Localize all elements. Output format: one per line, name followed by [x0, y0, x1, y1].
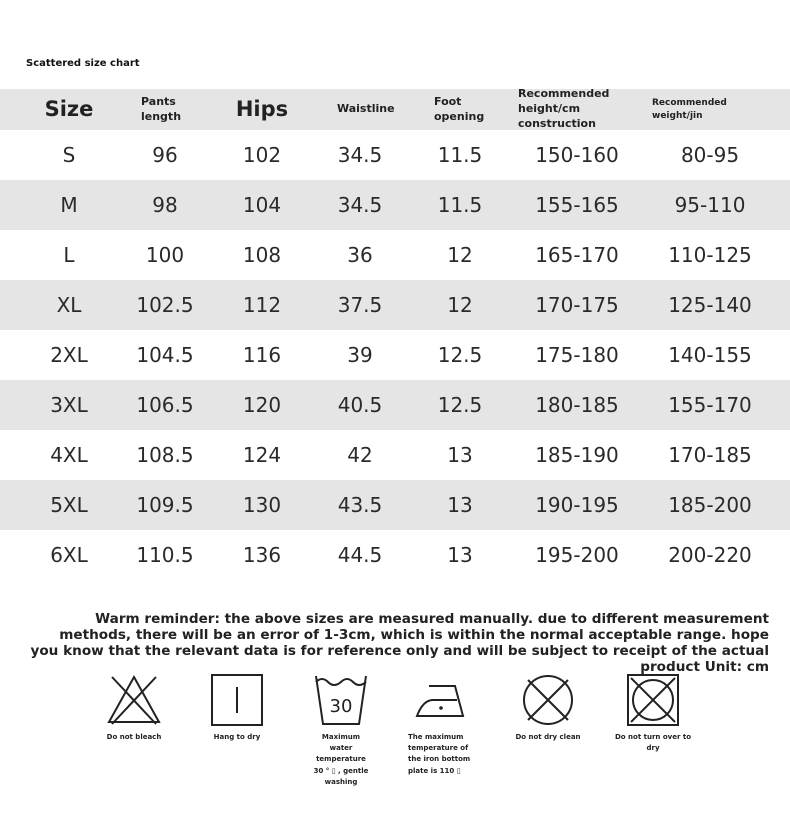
size-cell: M [60, 193, 78, 217]
value-cell: 95-110 [674, 193, 746, 217]
care-label: The maximum temperature of the iron bottom plate is 110 ▯ [408, 733, 471, 775]
value-cell: 130 [242, 493, 282, 517]
care-no-bleach [89, 672, 179, 743]
value-cell: 34.5 [337, 193, 383, 217]
value-cell: 116 [242, 343, 282, 367]
iron-low-icon [411, 672, 475, 728]
svg-text:30: 30 [329, 696, 353, 717]
size-cell: 3XL [50, 393, 88, 417]
value-cell: 98 [152, 193, 178, 217]
value-cell: 110.5 [136, 543, 194, 567]
care-wash-30 [296, 672, 386, 788]
value-cell: 185-190 [535, 443, 619, 467]
size-table [0, 89, 790, 580]
value-cell: 11.5 [437, 143, 483, 167]
value-cell: 104.5 [136, 343, 194, 367]
care-label: Do not turn over to dry [615, 733, 691, 753]
value-cell: 155-170 [668, 393, 752, 417]
hang-dry-icon [209, 672, 265, 728]
value-cell: 39 [347, 343, 373, 367]
value-cell: 40.5 [337, 393, 383, 417]
size-cell: XL [56, 293, 82, 317]
no-dry-clean-icon [520, 672, 576, 728]
value-cell: 80-95 [680, 143, 740, 167]
size-cell: S [62, 143, 76, 167]
table-row [0, 230, 790, 280]
value-cell: 165-170 [535, 243, 619, 267]
table-row [0, 380, 790, 430]
care-label: Do not dry clean [515, 733, 581, 741]
care-no-dry-clean [503, 672, 593, 743]
value-cell: 109.5 [136, 493, 194, 517]
care-no-tumble-dry [608, 672, 698, 754]
table-row [0, 180, 790, 230]
value-cell: 108.5 [136, 443, 194, 467]
value-cell: 106.5 [136, 393, 194, 417]
value-cell: 44.5 [337, 543, 383, 567]
value-cell: 12.5 [437, 393, 483, 417]
no-tumble-dry-icon [625, 672, 681, 728]
care-iron [398, 672, 488, 777]
header-foot-opening: Foot opening [434, 94, 485, 123]
chart-caption: Scattered size chart [26, 58, 140, 69]
table-row [0, 130, 790, 180]
table-row [0, 530, 790, 580]
value-cell: 12 [447, 293, 473, 317]
value-cell: 36 [347, 243, 373, 267]
value-cell: 42 [347, 443, 373, 467]
header-size: Size [44, 97, 94, 122]
size-cell: 2XL [50, 343, 88, 367]
value-cell: 185-200 [668, 493, 752, 517]
table-row [0, 430, 790, 480]
size-cell: 4XL [50, 443, 88, 467]
wash-30-icon [313, 672, 369, 728]
care-label: Do not bleach [106, 733, 162, 741]
value-cell: 195-200 [535, 543, 619, 567]
header-recommended-height: Recommended height/cm construction [518, 87, 610, 130]
header-hips: Hips [235, 97, 289, 122]
value-cell: 136 [242, 543, 282, 567]
value-cell: 110-125 [668, 243, 752, 267]
value-cell: 170-185 [668, 443, 752, 467]
value-cell: 120 [242, 393, 282, 417]
value-cell: 11.5 [437, 193, 483, 217]
size-cell: 5XL [50, 493, 88, 517]
value-cell: 150-160 [535, 143, 619, 167]
value-cell: 155-165 [535, 193, 619, 217]
value-cell: 13 [447, 493, 473, 517]
no-bleach-icon [106, 672, 162, 728]
value-cell: 140-155 [668, 343, 752, 367]
value-cell: 43.5 [337, 493, 383, 517]
value-cell: 13 [447, 443, 473, 467]
value-cell: 108 [242, 243, 282, 267]
header-pants-length: Pants length [141, 94, 182, 123]
table-row [0, 330, 790, 380]
value-cell: 200-220 [668, 543, 752, 567]
value-cell: 102.5 [136, 293, 194, 317]
value-cell: 170-175 [535, 293, 619, 317]
value-cell: 96 [152, 143, 178, 167]
warm-reminder: Warm reminder: the above sizes are measured manually. due to different measurement methods, there will be an error of 1-3cm, which is within the normal acceptable range. hope you know that the relevant data is for reference only and will be subject to receipt of the actual product Unit: cm [30, 611, 769, 675]
value-cell: 190-195 [535, 493, 619, 517]
value-cell: 175-180 [535, 343, 619, 367]
value-cell: 124 [242, 443, 282, 467]
value-cell: 12 [447, 243, 473, 267]
value-cell: 112 [242, 293, 282, 317]
care-label: Hang to dry [213, 733, 261, 741]
care-hang-dry [192, 672, 282, 743]
value-cell: 12.5 [437, 343, 483, 367]
header-recommended-weight: Recommended weight/jin [652, 98, 727, 121]
value-cell: 37.5 [337, 293, 383, 317]
table-row [0, 480, 790, 530]
value-cell: 100 [145, 243, 185, 267]
value-cell: 34.5 [337, 143, 383, 167]
care-label: Maximum water temperature 30 ° ▯ , gentle washing [313, 733, 369, 786]
table-header [0, 89, 790, 130]
header-waistline: Waistline [337, 102, 395, 116]
size-cell: L [63, 243, 75, 267]
value-cell: 13 [447, 543, 473, 567]
value-cell: 102 [242, 143, 282, 167]
value-cell: 125-140 [668, 293, 752, 317]
table-row [0, 280, 790, 330]
value-cell: 180-185 [535, 393, 619, 417]
value-cell: 104 [242, 193, 282, 217]
size-cell: 6XL [50, 543, 88, 567]
